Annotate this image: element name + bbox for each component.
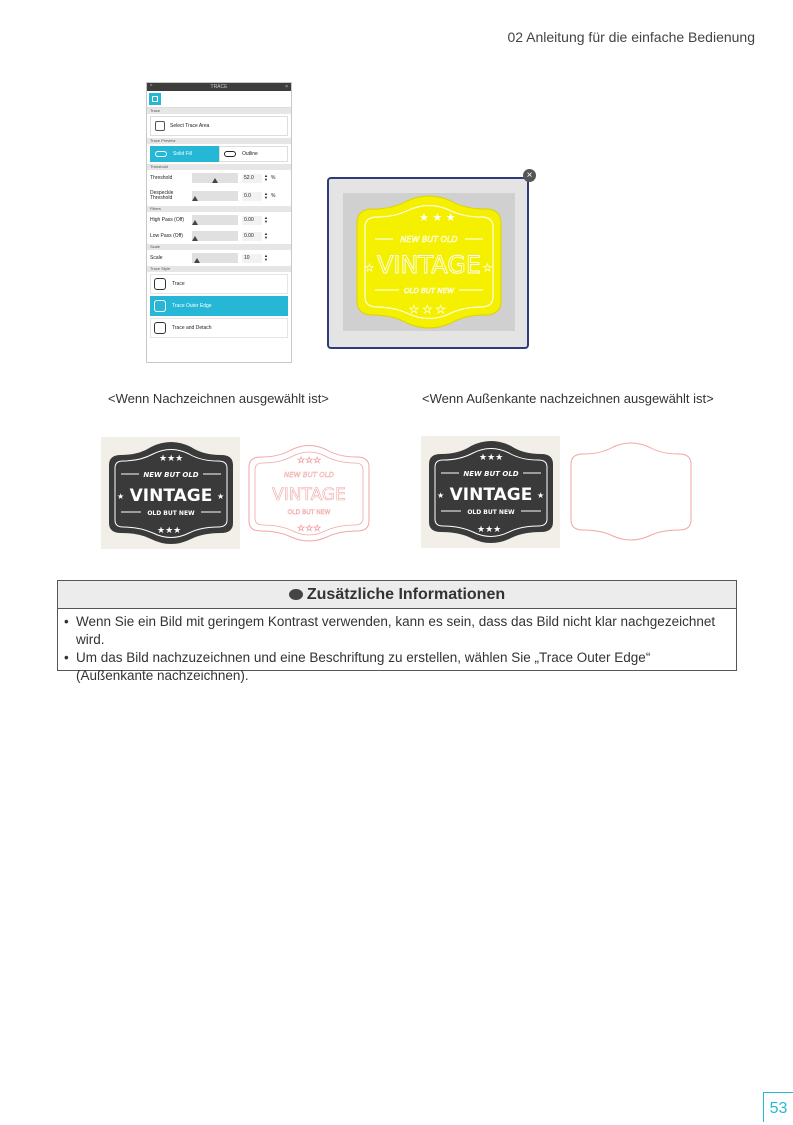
trace-outer-edge-button[interactable] bbox=[150, 296, 288, 316]
solid-fill-label: Solid Fill bbox=[173, 151, 192, 157]
outer-edge-outline-image bbox=[567, 440, 695, 544]
trace-style-label: Trace bbox=[172, 281, 185, 287]
yellow-trace-badge bbox=[343, 193, 515, 331]
fish-outline-icon bbox=[224, 151, 236, 157]
svg-text:★★★: ★★★ bbox=[159, 454, 184, 464]
scale-value[interactable]: 10 bbox=[242, 254, 262, 263]
badge-bottom-text: OLD BUT NEW bbox=[147, 510, 195, 517]
spinner-icon[interactable]: ▲ ▼ bbox=[264, 231, 268, 240]
svg-text:★★★: ★★★ bbox=[157, 526, 182, 536]
slider-thumb-icon[interactable] bbox=[192, 196, 198, 201]
svg-text:★★★: ★★★ bbox=[479, 453, 504, 463]
slider-thumb-icon[interactable] bbox=[192, 220, 198, 225]
badge-main-text: VINTAGE bbox=[129, 486, 213, 506]
badge-main-text: VINTAGE bbox=[376, 251, 482, 279]
outline-button[interactable] bbox=[219, 146, 288, 162]
trace-outer-edge-label: Trace Outer Edge bbox=[172, 303, 212, 309]
svg-text:★: ★ bbox=[117, 492, 125, 501]
highpass-slider[interactable] bbox=[192, 215, 238, 225]
svg-text:★: ★ bbox=[437, 491, 445, 500]
despeckle-slider[interactable] bbox=[192, 191, 238, 201]
lowpass-label: Low Pass (Off) bbox=[150, 232, 183, 239]
badge-top-text: NEW BUT OLD bbox=[143, 471, 199, 479]
trace-panel-title: TRACE bbox=[210, 84, 228, 90]
scale-slider[interactable] bbox=[192, 253, 238, 263]
trace-style-button[interactable] bbox=[150, 274, 288, 294]
outer-edge-icon bbox=[154, 300, 166, 312]
despeckle-row bbox=[147, 186, 291, 206]
badge-main-text: VINTAGE bbox=[449, 485, 533, 505]
scale-row bbox=[147, 250, 291, 266]
section-scale: Scale bbox=[147, 244, 291, 250]
additional-info-box bbox=[57, 580, 737, 683]
slider-thumb-icon[interactable] bbox=[194, 258, 200, 263]
scale-label: Scale bbox=[150, 254, 163, 261]
threshold-value[interactable]: 52.0 bbox=[242, 174, 262, 183]
threshold-label: Threshold bbox=[150, 174, 173, 181]
spinner-icon[interactable]: ▲ ▼ bbox=[264, 253, 268, 262]
badge-bottom-text: OLD BUT NEW bbox=[287, 509, 331, 516]
select-trace-area-button[interactable] bbox=[150, 116, 288, 136]
svg-text:★★★: ★★★ bbox=[477, 525, 502, 535]
fish-solid-icon bbox=[155, 151, 167, 157]
page-number: 53 bbox=[763, 1092, 793, 1122]
original-badge-image-2 bbox=[421, 436, 560, 548]
slider-thumb-icon[interactable] bbox=[212, 178, 218, 183]
section-trace-preview: Trace Preview bbox=[147, 138, 291, 144]
trace-style-icon bbox=[154, 278, 166, 290]
highpass-row bbox=[147, 212, 291, 228]
badge-top-text: NEW BUT OLD bbox=[400, 235, 458, 244]
highpass-value[interactable]: 0.00 bbox=[242, 216, 262, 225]
outline-label: Outline bbox=[242, 151, 258, 157]
lowpass-row bbox=[147, 228, 291, 244]
trace-preview-toggle bbox=[150, 146, 288, 162]
slider-thumb-icon[interactable] bbox=[192, 236, 198, 241]
lowpass-slider[interactable] bbox=[192, 231, 238, 241]
trace-canvas-preview[interactable] bbox=[327, 177, 529, 349]
info-title: Zusätzliche Informationen bbox=[306, 586, 506, 603]
badge-bottom-text: OLD BUT NEW bbox=[403, 287, 455, 295]
section-trace-style: Trace Style bbox=[147, 266, 291, 272]
close-icon[interactable]: × bbox=[285, 84, 288, 90]
panel-icon-row bbox=[147, 91, 291, 108]
svg-text:☆☆☆: ☆☆☆ bbox=[297, 456, 322, 466]
select-trace-area-label: Select Trace Area bbox=[170, 123, 210, 129]
trace-tool-icon[interactable] bbox=[149, 93, 161, 105]
svg-text:★: ★ bbox=[483, 263, 492, 274]
badge-top-text: NEW BUT OLD bbox=[283, 471, 335, 479]
svg-text:★: ★ bbox=[217, 492, 225, 501]
caption-outer-edge: <Wenn Außenkante nachzeichnen ausgewählt ist> bbox=[422, 391, 714, 406]
threshold-unit: % bbox=[270, 175, 276, 181]
svg-text:★ ★ ★: ★ ★ ★ bbox=[419, 211, 456, 224]
speech-bubble-icon bbox=[289, 589, 303, 600]
section-threshold: Threshold bbox=[147, 164, 291, 170]
spinner-icon[interactable]: ▲ ▼ bbox=[264, 173, 268, 182]
solid-fill-button[interactable] bbox=[150, 146, 219, 162]
canvas-image-area bbox=[343, 193, 515, 331]
original-badge-image bbox=[101, 437, 240, 549]
threshold-row bbox=[147, 170, 291, 186]
svg-text:☆☆☆: ☆☆☆ bbox=[297, 524, 322, 534]
trace-panel bbox=[146, 82, 292, 363]
select-area-icon bbox=[155, 121, 165, 131]
spinner-icon[interactable]: ▲ ▼ bbox=[264, 215, 268, 224]
collapse-icon[interactable]: ^ bbox=[150, 84, 153, 90]
section-filters: Filters bbox=[147, 206, 291, 212]
badge-bottom-text: OLD BUT NEW bbox=[467, 509, 515, 516]
lowpass-value[interactable]: 0.00 bbox=[242, 232, 262, 241]
info-item: • Wenn Sie ein Bild mit geringem Kontrast verwenden, kann es sein, dass das Bild nicht klar nachgezeichnet wird. bbox=[76, 613, 728, 649]
close-icon[interactable]: × bbox=[523, 169, 536, 182]
chapter-header: 02 Anleitung für die einfache Bedienung bbox=[507, 29, 755, 45]
svg-text:★ ★ ★: ★ ★ ★ bbox=[409, 303, 446, 316]
despeckle-label: Despeckle Threshold bbox=[150, 190, 174, 201]
despeckle-unit: % bbox=[270, 193, 276, 199]
detach-icon bbox=[154, 322, 166, 334]
svg-text:★: ★ bbox=[365, 263, 374, 274]
section-trace: Trace bbox=[147, 108, 291, 114]
badge-main-text: VINTAGE bbox=[272, 485, 346, 505]
trace-panel-titlebar bbox=[147, 83, 291, 91]
trace-and-detach-label: Trace and Detach bbox=[172, 325, 212, 331]
info-header bbox=[58, 581, 736, 609]
caption-trace: <Wenn Nachzeichnen ausgewählt ist> bbox=[108, 391, 329, 406]
info-item: • Um das Bild nachzuzeichnen und eine Beschriftung zu erstellen, wählen Sie „Trace Outer Edge“ (Außenkante nachzeichnen). bbox=[76, 649, 728, 685]
trace-and-detach-button[interactable] bbox=[150, 318, 288, 338]
spinner-icon[interactable]: ▲ ▼ bbox=[264, 191, 268, 200]
info-list bbox=[58, 613, 736, 685]
despeckle-value[interactable]: 0.0 bbox=[242, 192, 262, 201]
highpass-label: High Pass (Off) bbox=[150, 216, 185, 223]
svg-text:★: ★ bbox=[537, 491, 545, 500]
badge-top-text: NEW BUT OLD bbox=[463, 470, 519, 478]
threshold-slider[interactable] bbox=[192, 173, 238, 183]
traced-outline-image bbox=[245, 441, 373, 545]
